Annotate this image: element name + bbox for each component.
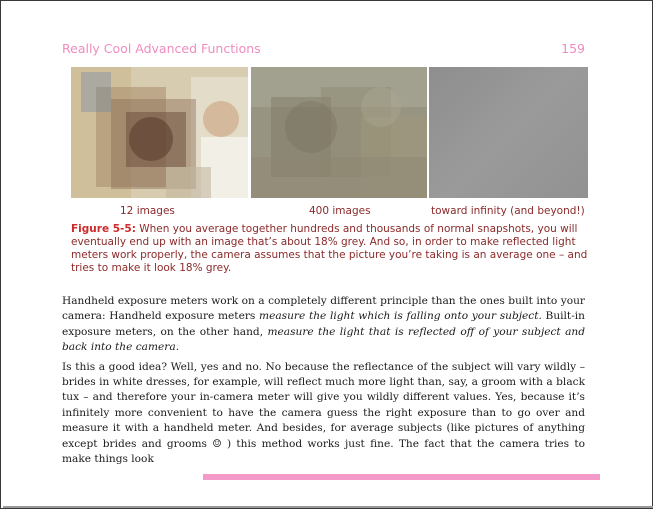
footer-rule — [203, 474, 600, 480]
paragraph-1: Handheld exposure meters work on a completely different principle than the ones built into your camera: Handheld exposure meters measure the light which is falling onto your subject. Built-in exposure meters, on the other hand, measure the light that is reflected off of your subject and back into the camera. — [62, 295, 585, 354]
running-header — [62, 41, 585, 56]
averaged-photo-infinite-images — [429, 67, 588, 198]
figure-label: Figure 5-5: — [71, 223, 136, 235]
image-captions — [71, 205, 588, 219]
page-number: 159 — [561, 41, 585, 56]
paragraph-2: Is this a good idea? Well, yes and no. No because the reflectance of the subject will vary wildly – brides in white dresses, for example, will reflect much more light than, say, a groom with a black tux – and therefore your in-camera meter will give you wildly different values. Yes, because it’s infinitely more convenient to have the camera guess the right exposure than to go over and measure it with a handheld meter. And besides, for average subjects (like pictures of anything except brides and grooms ☺ ) this method works just fine. The fact that the camera tries to make things look — [62, 360, 585, 466]
caption-12-images: 12 images — [120, 205, 175, 217]
body-text — [62, 294, 585, 471]
caption-400-images: 400 images — [309, 205, 371, 217]
figure-5-5 — [71, 67, 588, 198]
averaged-photo-400-images — [251, 67, 427, 198]
figure-caption-text: When you average together hundreds and thousands of normal snapshots, you will eventually end up with an image that’s about 18% grey. And so, in order to make reflected light meters work properly, the camera assumes that the picture you’re taking is an average one – and tries to make it look 18% grey. — [71, 223, 588, 274]
section-title: Really Cool Advanced Functions — [62, 41, 261, 56]
figure-caption — [71, 223, 593, 275]
averaged-photo-12-images — [71, 67, 248, 198]
caption-infinity: toward infinity (and beyond!) — [431, 205, 585, 217]
